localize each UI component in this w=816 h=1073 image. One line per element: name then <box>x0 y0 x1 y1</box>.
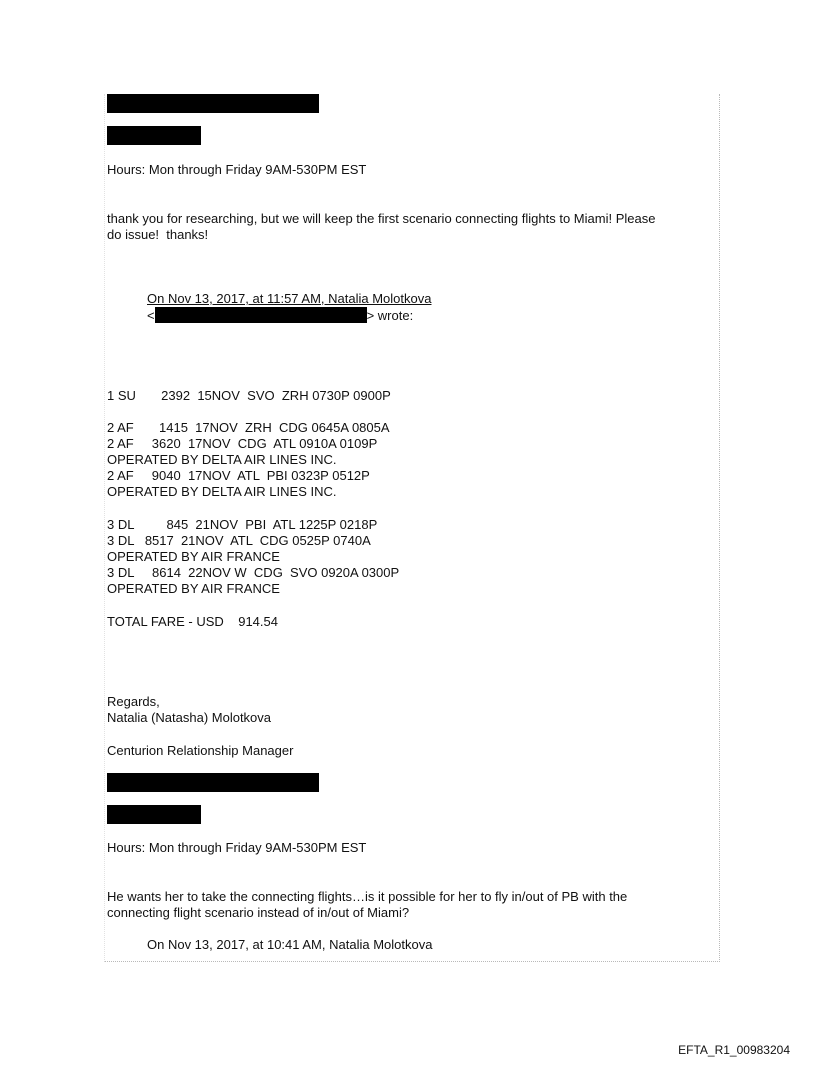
itinerary-line: OPERATED BY AIR FRANCE <box>107 581 280 596</box>
email-body-line: thank you for researching, but we will keep the first scenario connecting flights to Miami! Please <box>107 211 656 226</box>
redacted-email <box>155 307 367 323</box>
signature-name: Natalia (Natasha) Molotkova <box>107 710 272 725</box>
itinerary-line: 2 AF 1415 17NOV ZRH CDG 0645A 0805A <box>107 420 390 435</box>
angle-open: < <box>147 308 155 323</box>
redacted-block <box>107 94 319 113</box>
hours-text: Hours: Mon through Friday 9AM-530PM EST <box>107 840 367 855</box>
itinerary-line: 2 AF 3620 17NOV CDG ATL 0910A 0109P <box>107 436 378 451</box>
email-body-line: connecting flight scenario instead of in/out of Miami? <box>107 905 410 920</box>
email-body-line: He wants her to take the connecting flights…is it possible for her to fly in/out of PB with the <box>107 889 628 904</box>
document-id: EFTA_R1_00983204 <box>678 1043 790 1057</box>
redacted-block <box>107 805 201 824</box>
quote-header: On Nov 13, 2017, at 10:41 AM, Natalia Molotkova <box>147 937 433 952</box>
itinerary-line: OPERATED BY DELTA AIR LINES INC. <box>107 452 337 467</box>
itinerary-line: OPERATED BY DELTA AIR LINES INC. <box>107 484 337 499</box>
signature-regards: Regards, <box>107 694 160 709</box>
itinerary-line: 3 DL 845 21NOV PBI ATL 1225P 0218P <box>107 517 378 532</box>
redacted-block <box>107 773 319 792</box>
itinerary-line: OPERATED BY AIR FRANCE <box>107 549 280 564</box>
quote-header-email <box>147 307 413 324</box>
signature-title: Centurion Relationship Manager <box>107 743 294 758</box>
hours-text: Hours: Mon through Friday 9AM-530PM EST <box>107 162 367 177</box>
email-body-line: do issue! thanks! <box>107 227 209 242</box>
itinerary-line: 2 AF 9040 17NOV ATL PBI 0323P 0512P <box>107 468 370 483</box>
total-fare: TOTAL FARE - USD 914.54 <box>107 614 278 629</box>
wrote-text: > wrote: <box>366 308 414 323</box>
quote-header: On Nov 13, 2017, at 11:57 AM, Natalia Molotkova <box>147 291 432 306</box>
itinerary-line: 3 DL 8614 22NOV W CDG SVO 0920A 0300P <box>107 565 400 580</box>
itinerary-line: 3 DL 8517 21NOV ATL CDG 0525P 0740A <box>107 533 371 548</box>
redacted-block <box>107 126 201 145</box>
itinerary-line: 1 SU 2392 15NOV SVO ZRH 0730P 0900P <box>107 388 391 403</box>
